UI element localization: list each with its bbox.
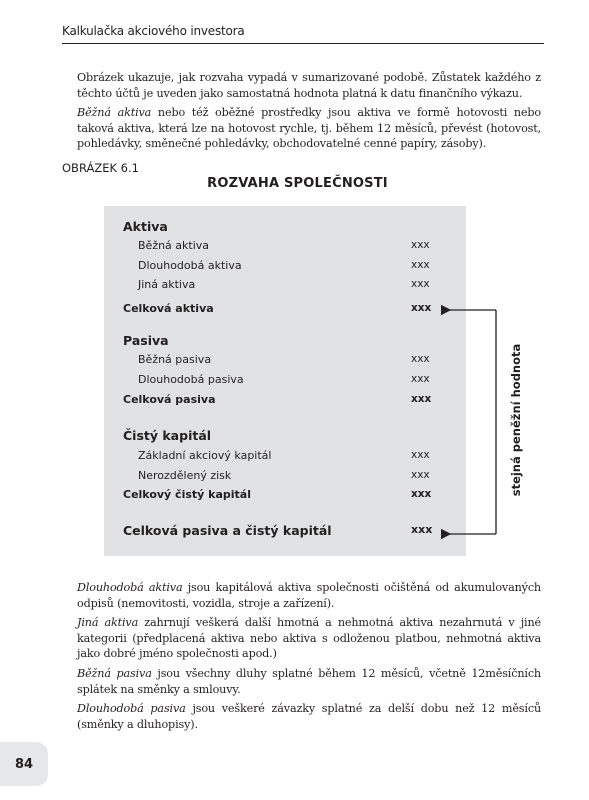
balance-row [104, 373, 466, 391]
page-number: 84 [0, 742, 48, 786]
section-head-pasiva [104, 333, 466, 351]
row-label: Běžná aktiva [138, 239, 210, 252]
row-value: xxx [411, 523, 433, 536]
definition-text: zahrnují veškerá další hmotná a nehmotná aktiva nezahrnutá v jiné kategorii (předplacená aktiva nebo aktiva s odloženou platbou, nehmotná aktiva jako dobré jméno společnosti apod.) [77, 616, 541, 661]
row-label: Základní akciový kapitál [138, 449, 272, 462]
definition-paragraph [77, 580, 541, 611]
row-label: Jiná aktiva [138, 278, 196, 291]
balance-row [104, 353, 466, 371]
row-label: Celková pasiva [123, 393, 216, 406]
balance-row [104, 449, 466, 467]
definition-text: jsou kapitálová aktiva společnosti očištěná od akumulovaných odpisů (nemovitosti, vozidla, stroje a zařízení). [77, 581, 541, 610]
row-value: xxx [411, 259, 430, 271]
row-value: xxx [411, 373, 430, 385]
aktiva-heading: Aktiva [123, 219, 168, 234]
row-label: Nerozdělený zisk [138, 469, 232, 482]
row-value: xxx [411, 239, 430, 251]
definition-paragraph [77, 701, 541, 732]
grand-total-row [104, 523, 466, 541]
total-row-pasiva [104, 393, 466, 411]
row-label: Celkový čistý kapitál [123, 488, 251, 501]
intro-paragraph-2-text: nebo též oběžné prostředky jsou aktiva ve formě hotovosti nebo taková aktiva, která lze na hotovost rychle, tj. během 12 měsíců, převést (hotovost, pohledávky, směnečné pohledávky, obchodovatelné cenné papíry, zásoby). [77, 106, 541, 151]
figure-label: OBRÁZEK 6.1 [62, 161, 139, 175]
total-row-equity [104, 488, 466, 506]
figure-title: ROZVAHA SPOLEČNOSTI [207, 176, 388, 191]
row-value: xxx [411, 488, 432, 500]
row-label: Celková pasiva a čistý kapitál [123, 523, 332, 538]
pasiva-heading: Pasiva [123, 333, 169, 348]
equal-value-label: stejná peněžní hodnota [509, 343, 523, 497]
definitions-text [77, 580, 541, 736]
term-bezna-aktiva: Běžná aktiva [77, 106, 152, 120]
row-value: xxx [411, 302, 432, 314]
row-value: xxx [411, 278, 430, 290]
row-label: Dlouhodobá pasiva [138, 373, 244, 386]
section-head-equity [104, 428, 466, 446]
intro-paragraph-2 [77, 105, 541, 152]
definition-paragraph [77, 615, 541, 662]
definition-paragraph [77, 666, 541, 697]
balance-row [104, 259, 466, 277]
balance-row [104, 278, 466, 296]
intro-paragraph-1: Obrázek ukazuje, jak rozvaha vypadá v sumarizované podobě. Zůstatek každého z těchto účtů je uveden jako samostatná hodnota platná k datu finančního výkazu. [77, 71, 541, 100]
row-label: Dlouhodobá aktiva [138, 259, 242, 272]
row-label: Běžná pasiva [138, 353, 212, 366]
row-value: xxx [411, 469, 430, 481]
balance-row [104, 469, 466, 487]
equal-value-bracket [440, 300, 502, 544]
definition-text: jsou všechny dluhy splatné během 12 měsíců, včetně 12měsíčních splátek na směnky a smlouvy. [77, 666, 541, 696]
running-head-title: Kalkulačka akciového investora [62, 24, 544, 44]
balance-row [104, 239, 466, 257]
definition-text: jsou veškeré závazky splatné za delší dobu než 12 měsíců (směnky a dluhopisy). [77, 702, 541, 731]
row-value: xxx [411, 393, 432, 405]
definition-term: Dlouhodobá pasiva [77, 702, 186, 716]
equity-heading: Čistý kapitál [123, 428, 212, 443]
definition-term: Jiná aktiva [77, 616, 139, 630]
total-row-aktiva [104, 302, 466, 320]
definition-term: Dlouhodobá aktiva [77, 581, 183, 594]
row-value: xxx [411, 449, 430, 461]
balance-sheet-box [104, 206, 466, 556]
section-head-aktiva [104, 219, 466, 237]
intro-text [77, 70, 541, 156]
row-label: Celková aktiva [123, 302, 214, 315]
row-value: xxx [411, 353, 430, 365]
definition-term: Běžná pasiva [77, 666, 152, 680]
